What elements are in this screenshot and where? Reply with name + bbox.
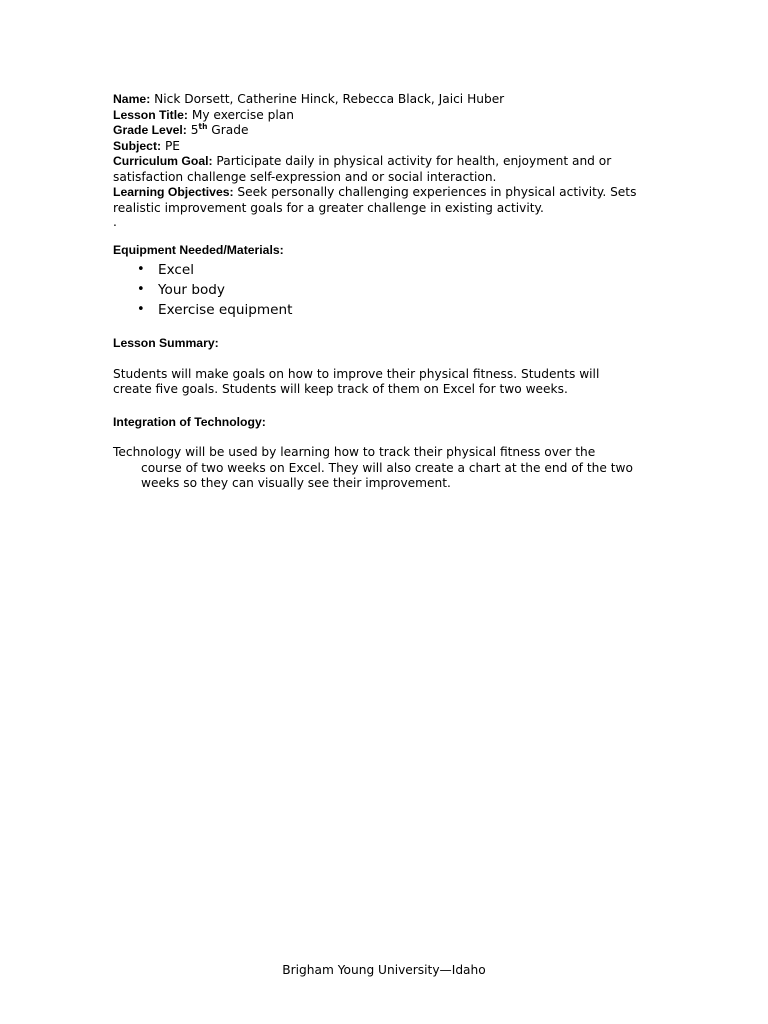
subject-line	[113, 139, 673, 155]
lesson-summary-line-1: Students will make goals on how to improve their physical fitness. Students will	[113, 366, 600, 381]
learning-objectives-label: Learning Objectives:	[113, 185, 234, 199]
curriculum-goal-value-2: satisfaction challenge self-expression and or social interaction.	[113, 169, 497, 184]
name-label: Name:	[113, 92, 151, 106]
technology-line-1: Technology will be used by learning how to track their physical fitness over the	[113, 445, 596, 459]
lesson-title-line	[113, 108, 673, 124]
grade-level-line	[113, 123, 673, 139]
equipment-heading: Equipment Needed/Materials:	[113, 242, 284, 257]
bullet-icon: •	[137, 282, 145, 297]
document-body	[113, 92, 673, 492]
curriculum-goal-value-1: Participate daily in physical activity for health, enjoyment and or	[212, 154, 612, 168]
lesson-summary-text	[113, 367, 673, 398]
grade-level-suffix: Grade	[207, 123, 249, 137]
stray-mark: .	[113, 215, 117, 229]
learning-objectives-value-2: realistic improvement goals for a greater challenge in existing activity.	[113, 200, 544, 215]
lesson-title-label: Lesson Title:	[113, 107, 188, 122]
list-item	[113, 280, 673, 300]
lesson-title-value: My exercise plan	[187, 107, 294, 122]
bullet-icon: •	[137, 262, 145, 277]
equipment-item-label: Excel	[158, 262, 195, 278]
technology-line-3: weeks so they can visually see their improvement.	[141, 476, 451, 490]
equipment-item-label: Exercise equipment	[158, 302, 293, 318]
equipment-item-label: Your body	[158, 282, 225, 298]
list-item	[113, 300, 673, 320]
technology-heading: Integration of Technology:	[113, 414, 266, 429]
list-item	[113, 260, 673, 280]
subject-value: PE	[161, 138, 181, 153]
curriculum-goal-line-2	[113, 170, 673, 186]
curriculum-goal-line	[113, 154, 673, 170]
equipment-list	[113, 260, 673, 320]
learning-objectives-value-1: Seek personally challenging experiences in physical activity. Sets	[233, 185, 637, 199]
grade-level-label: Grade Level:	[113, 123, 187, 137]
subject-label: Subject:	[113, 138, 162, 153]
lesson-summary-line-2: create five goals. Students will keep track of them on Excel for two weeks.	[113, 382, 568, 396]
curriculum-goal-label: Curriculum Goal:	[113, 154, 213, 168]
grade-level-number: 5	[186, 123, 199, 137]
name-value: Nick Dorsett, Catherine Hinck, Rebecca Black, Jaici Huber	[150, 92, 505, 106]
bullet-icon: •	[137, 302, 145, 317]
technology-text	[113, 445, 673, 492]
page-footer: Brigham Young University—Idaho	[282, 963, 486, 977]
technology-line-2: course of two weeks on Excel. They will also create a chart at the end of the two	[141, 460, 633, 475]
learning-objectives-line	[113, 185, 673, 201]
grade-level-ordinal: th	[198, 121, 208, 131]
learning-objectives-line-2	[113, 201, 673, 217]
name-line	[113, 92, 673, 108]
lesson-summary-heading: Lesson Summary:	[113, 336, 219, 350]
